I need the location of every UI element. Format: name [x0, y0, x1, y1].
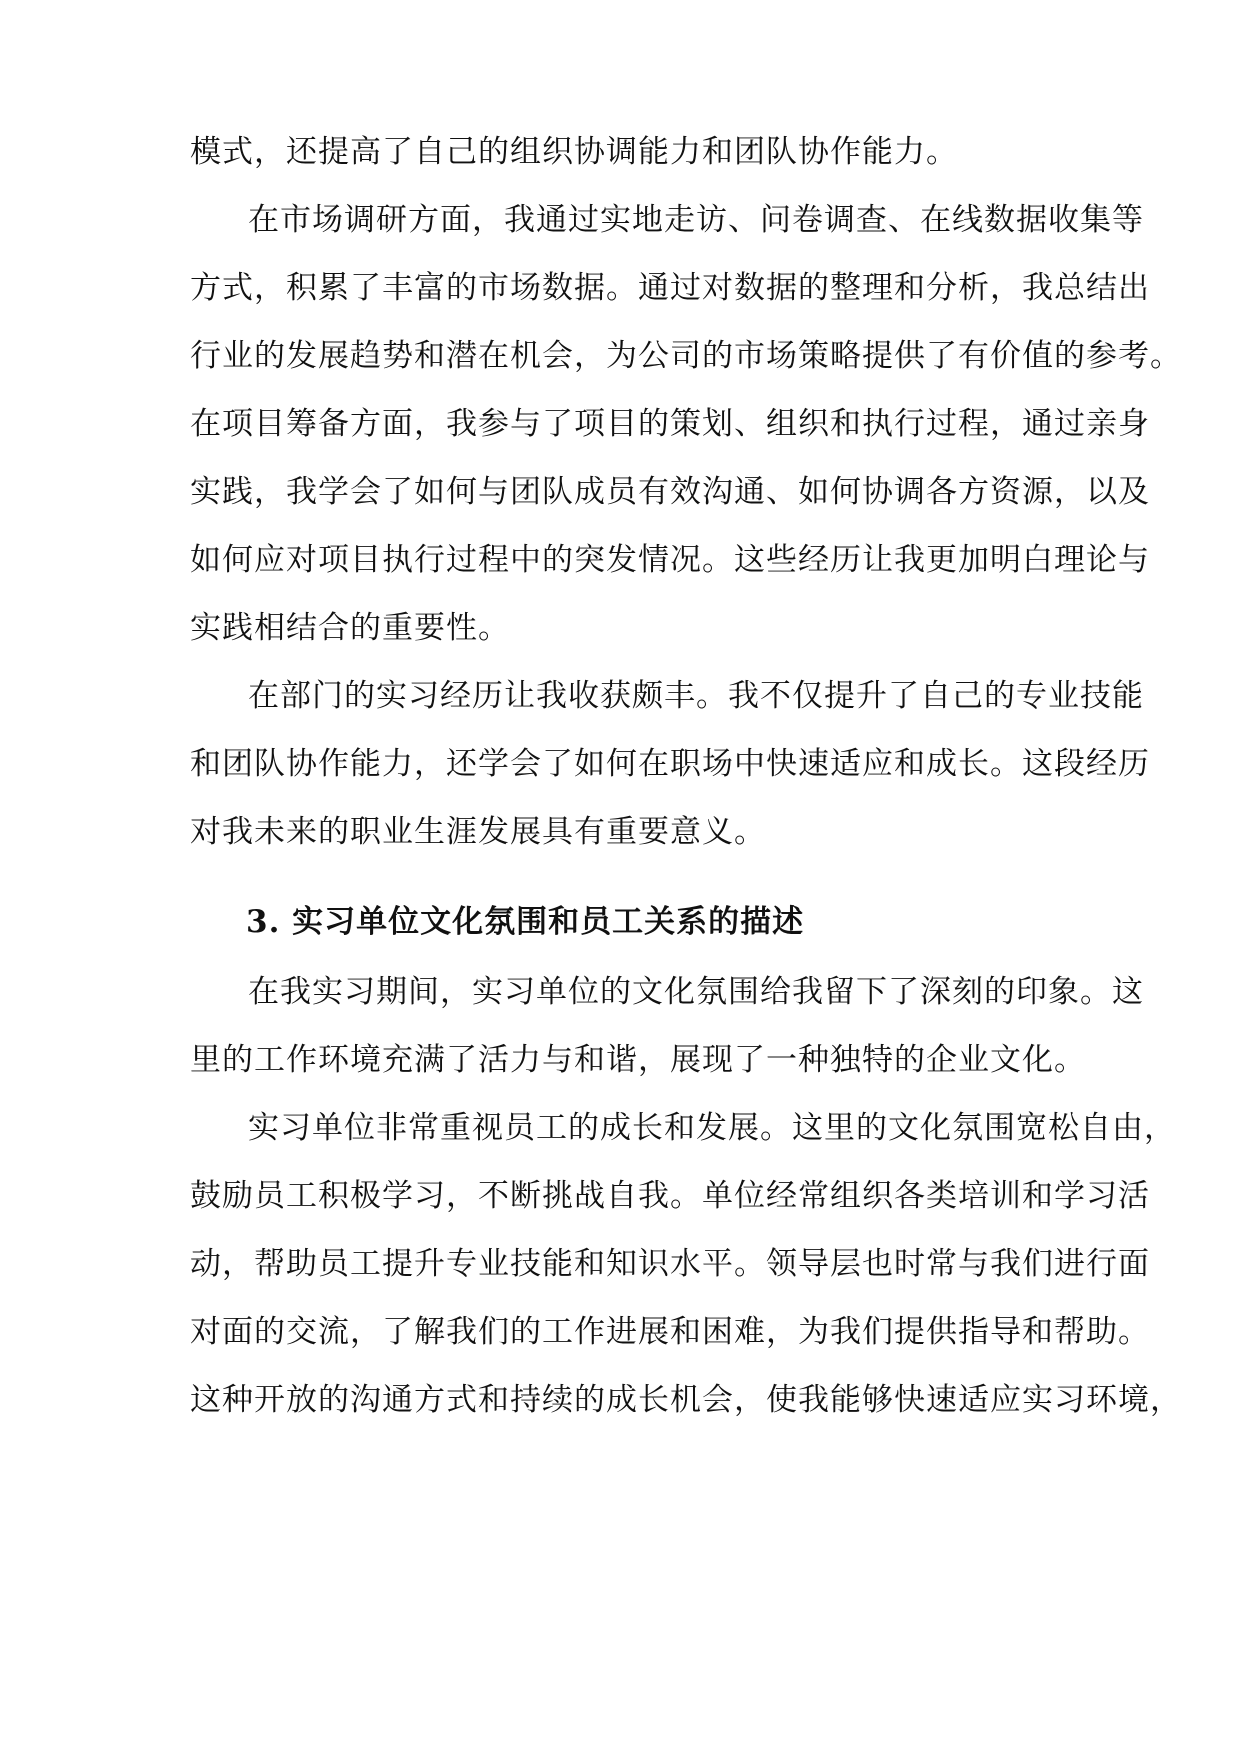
paragraph-line: 方式，积累了丰富的市场数据。通过对数据的整理和分析，我总结出 [190, 270, 1150, 306]
paragraph-line: 行业的发展趋势和潜在机会，为公司的市场策略提供了有价值的参考。 [190, 338, 1182, 374]
paragraph-line: 对我未来的职业生涯发展具有重要意义。 [190, 814, 766, 850]
paragraph-line: 模式，还提高了自己的组织协调能力和团队协作能力。 [190, 134, 958, 170]
paragraph-line: 对面的交流，了解我们的工作进展和困难，为我们提供指导和帮助。 [190, 1314, 1150, 1350]
paragraph-line: 在我实习期间，实习单位的文化氛围给我留下了深刻的印象。这 [248, 974, 1144, 1010]
paragraph-line: 鼓励员工积极学习，不断挑战自我。单位经常组织各类培训和学习活 [190, 1178, 1150, 1214]
paragraph-line: 如何应对项目执行过程中的突发情况。这些经历让我更加明白理论与 [190, 542, 1150, 578]
paragraph-line: 动，帮助员工提升专业技能和知识水平。领导层也时常与我们进行面 [190, 1246, 1150, 1282]
paragraph-line: 里的工作环境充满了活力与和谐，展现了一种独特的企业文化。 [190, 1042, 1086, 1078]
paragraph-line: 这种开放的沟通方式和持续的成长机会，使我能够快速适应实习环境， [190, 1382, 1182, 1418]
paragraph-line: 实习单位非常重视员工的成长和发展。这里的文化氛围宽松自由， [248, 1110, 1176, 1146]
paragraph-line: 在部门的实习经历让我收获颇丰。我不仅提升了自己的专业技能 [248, 678, 1144, 714]
section-heading: 3. 实习单位文化氛围和员工关系的描述 [246, 904, 805, 940]
paragraph-line: 在项目筹备方面，我参与了项目的策划、组织和执行过程，通过亲身 [190, 406, 1150, 442]
paragraph-line: 和团队协作能力，还学会了如何在职场中快速适应和成长。这段经历 [190, 746, 1150, 782]
paragraph-line: 实践相结合的重要性。 [190, 610, 510, 646]
paragraph-line: 实践，我学会了如何与团队成员有效沟通、如何协调各方资源，以及 [190, 474, 1150, 510]
paragraph-line: 在市场调研方面，我通过实地走访、问卷调查、在线数据收集等 [248, 202, 1144, 238]
